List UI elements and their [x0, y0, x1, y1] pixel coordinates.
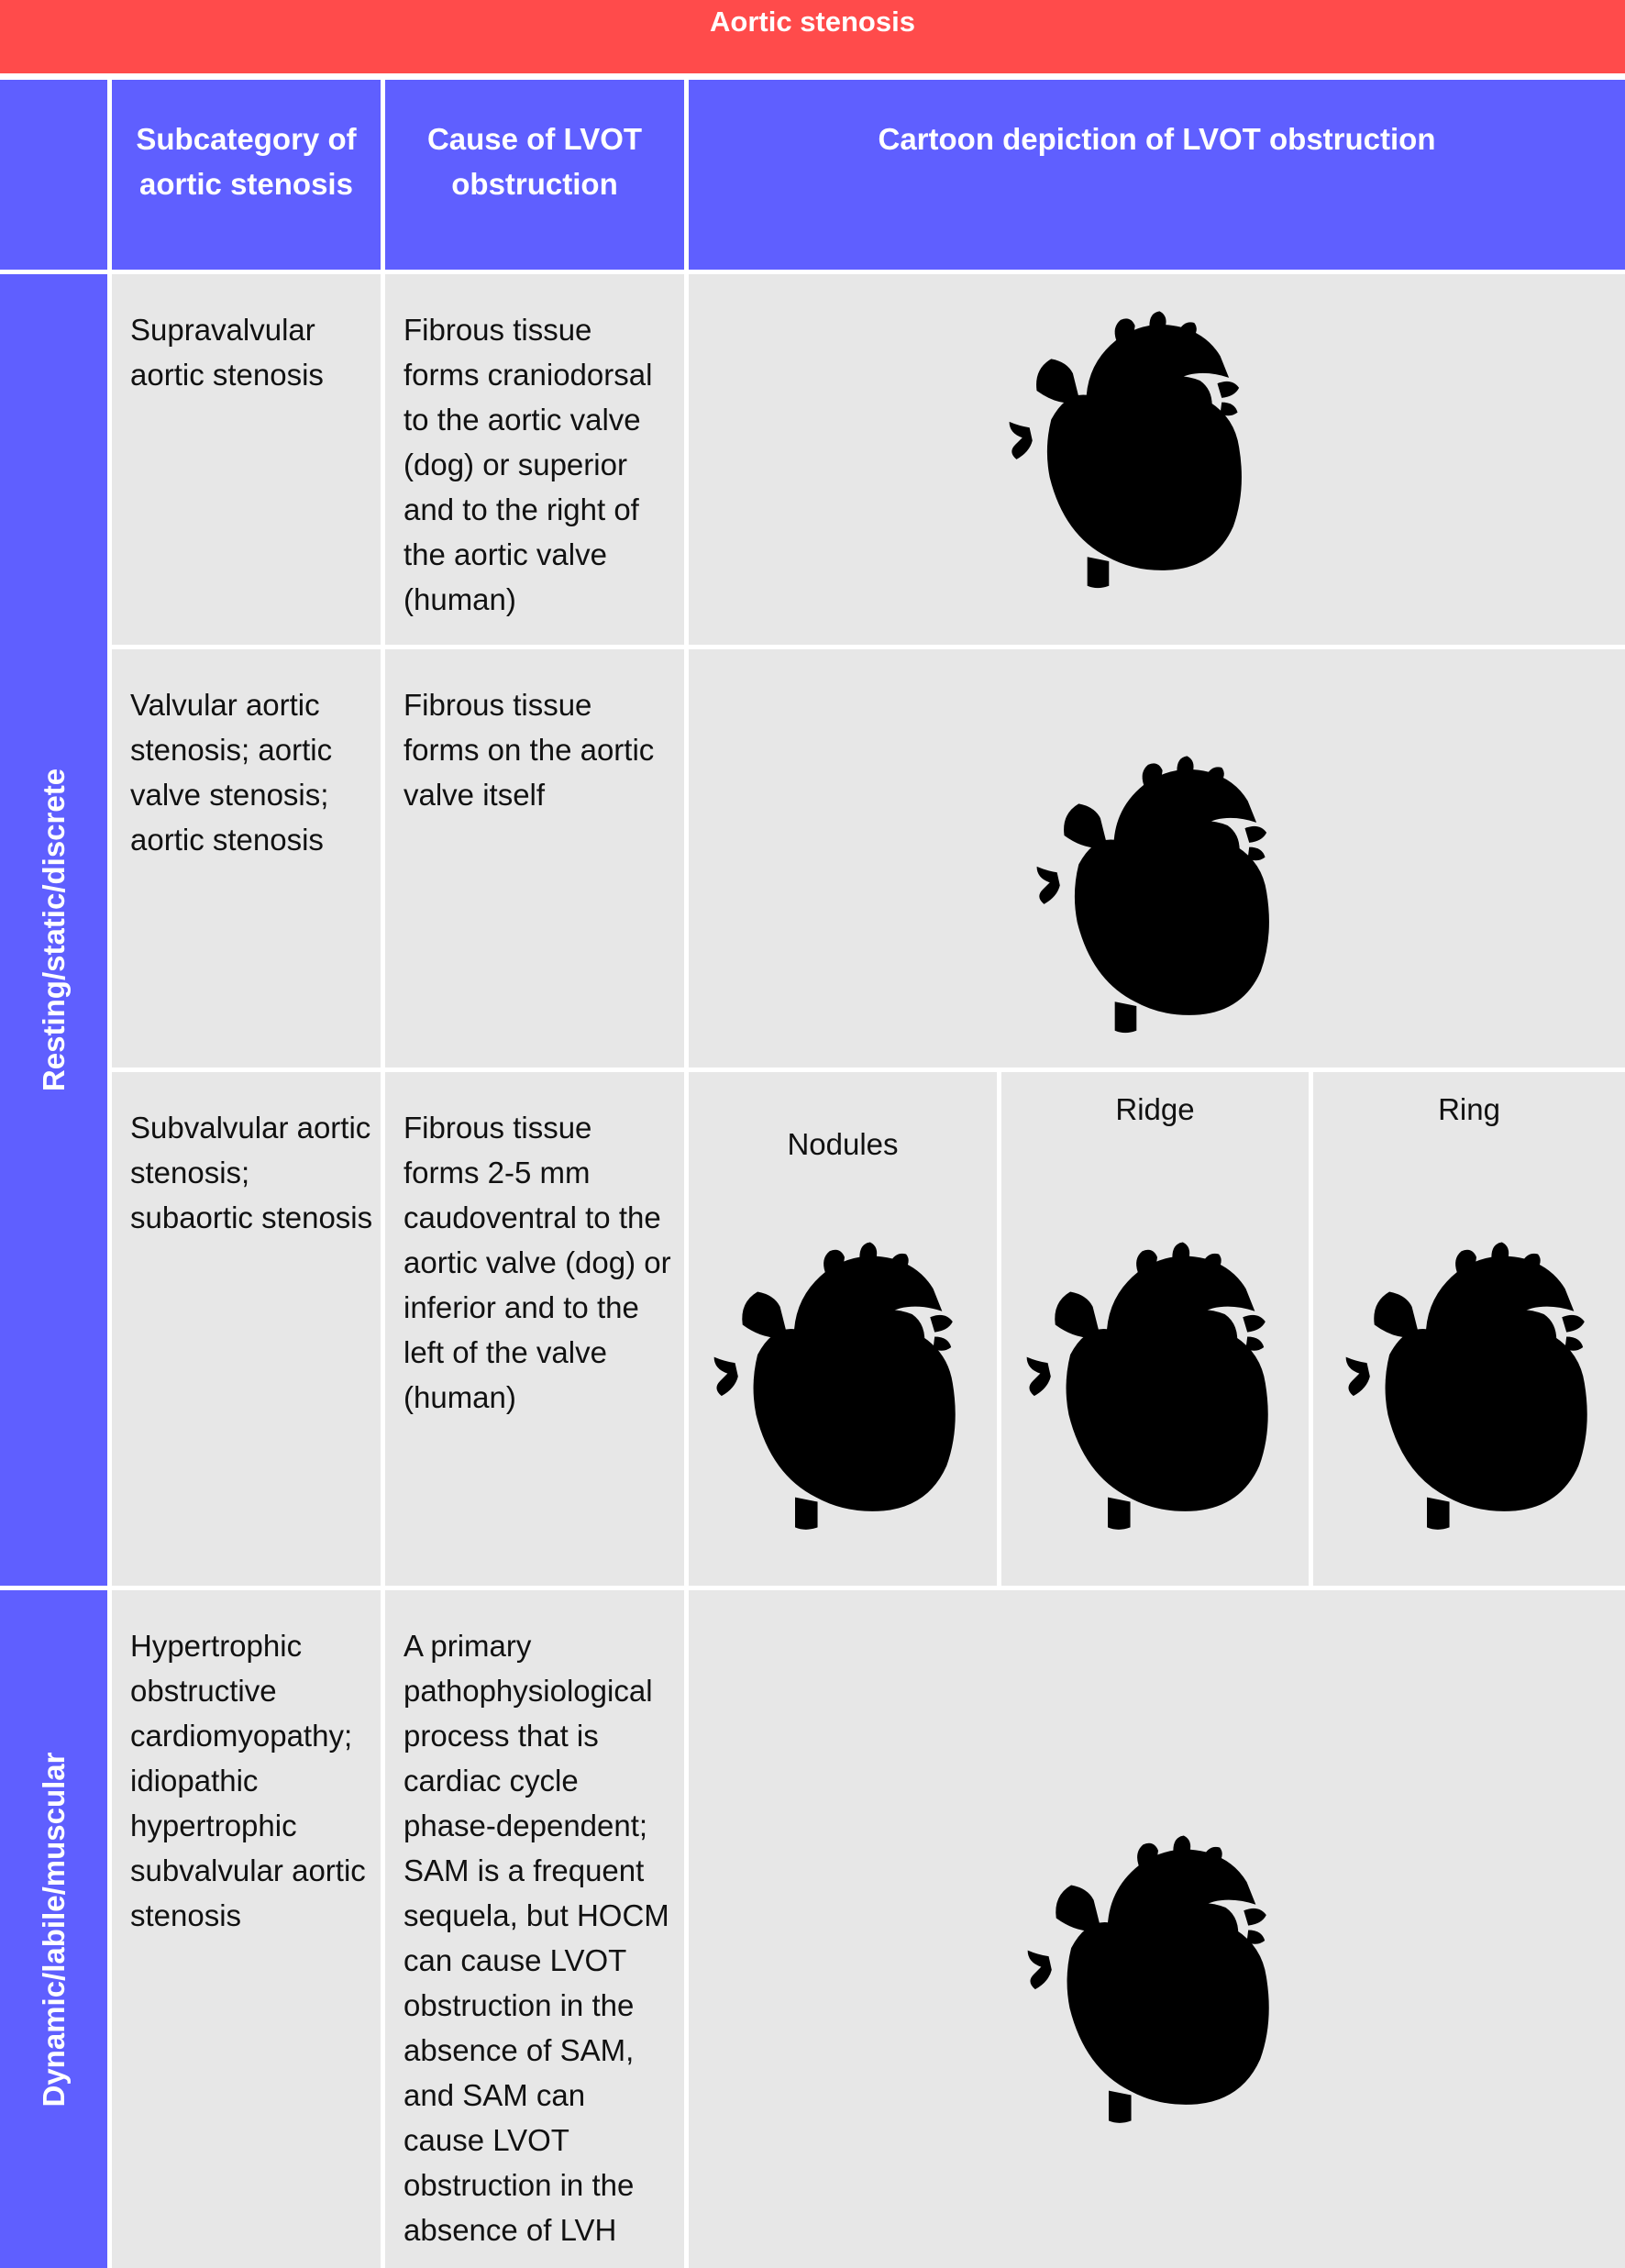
variant-nodules-label: Nodules — [787, 1127, 899, 1161]
header-cartoon — [689, 80, 1625, 270]
group-static — [0, 274, 107, 1586]
header-cause — [385, 80, 684, 270]
variant-ridge-label: Ridge — [1115, 1092, 1195, 1126]
row-1-subcategory-text: Supravalvular aortic stenosis — [130, 313, 324, 392]
header-subcategory — [112, 80, 381, 270]
row-2-cartoon — [689, 649, 1625, 1068]
group-dynamic — [0, 1590, 107, 2268]
heart-diagram-ridge — [1025, 1228, 1273, 1549]
row-3-subcategory — [112, 1072, 381, 1586]
row-1-cause-text: Fibrous tissue forms craniodorsal to the aortic valve (dog) or superior and to the right of the aortic valve (human) — [403, 313, 653, 616]
group-dynamic-label: Dynamic/labile/muscular — [36, 1752, 71, 2107]
table-title — [0, 0, 1625, 73]
header-cartoon-text: Cartoon depiction of LVOT obstruction — [878, 122, 1436, 156]
row-1-cartoon — [689, 274, 1625, 645]
row-3-variant-ridge — [1001, 1072, 1309, 1586]
group-static-label: Resting/static/discrete — [36, 768, 71, 1092]
row-3-subcategory-text: Subvalvular aortic stenosis; subaortic stenosis — [130, 1111, 373, 1234]
row-2-subcategory-text: Valvular aortic stenosis; aortic valve stenosis; aortic stenosis — [130, 688, 333, 857]
row-3-variant-ring — [1313, 1072, 1625, 1586]
row-1-cause — [385, 274, 684, 645]
row-1-subcategory — [112, 274, 381, 645]
heart-diagram-supravalvular — [1008, 296, 1246, 608]
header-cause-text: Cause of LVOT obstruction — [426, 122, 643, 201]
header-subcategory-text: Subcategory of aortic stenosis — [136, 122, 357, 201]
row-4-cartoon — [689, 1590, 1625, 2268]
row-2-subcategory — [112, 649, 381, 1068]
row-4-cause — [385, 1590, 684, 2268]
heart-diagram-valvular — [1035, 741, 1274, 1053]
row-4-subcategory — [112, 1590, 381, 2268]
header-corner — [0, 80, 107, 270]
table-title-text: Aortic stenosis — [710, 6, 915, 38]
row-3-cause-text: Fibrous tissue forms 2-5 mm caudoventral to the aortic valve (dog) or inferior and to the left of the valve (human) — [403, 1111, 671, 1414]
heart-diagram-nodules — [713, 1228, 960, 1549]
row-3-cause — [385, 1072, 684, 1586]
heart-diagram-hocm — [1026, 1821, 1274, 2142]
row-2-cause — [385, 649, 684, 1068]
heart-diagram-ring — [1344, 1228, 1592, 1549]
row-3-variant-nodules — [689, 1072, 997, 1586]
row-4-subcategory-text: Hypertrophic obstructive cardiomyopathy; idiopathic hypertrophic subvalvular aortic stenosis — [130, 1629, 366, 1932]
row-2-cause-text: Fibrous tissue forms on the aortic valve itself — [403, 688, 655, 812]
variant-ring-label: Ring — [1438, 1092, 1500, 1126]
row-4-cause-text: A primary pathophysiological process that is cardiac cycle phase-dependent; SAM is a frequent sequela, but HOCM can cause LVOT obstruction in the absence of SAM, and SAM can cause LVOT obstruction in the absence of LVH — [403, 1629, 669, 2247]
